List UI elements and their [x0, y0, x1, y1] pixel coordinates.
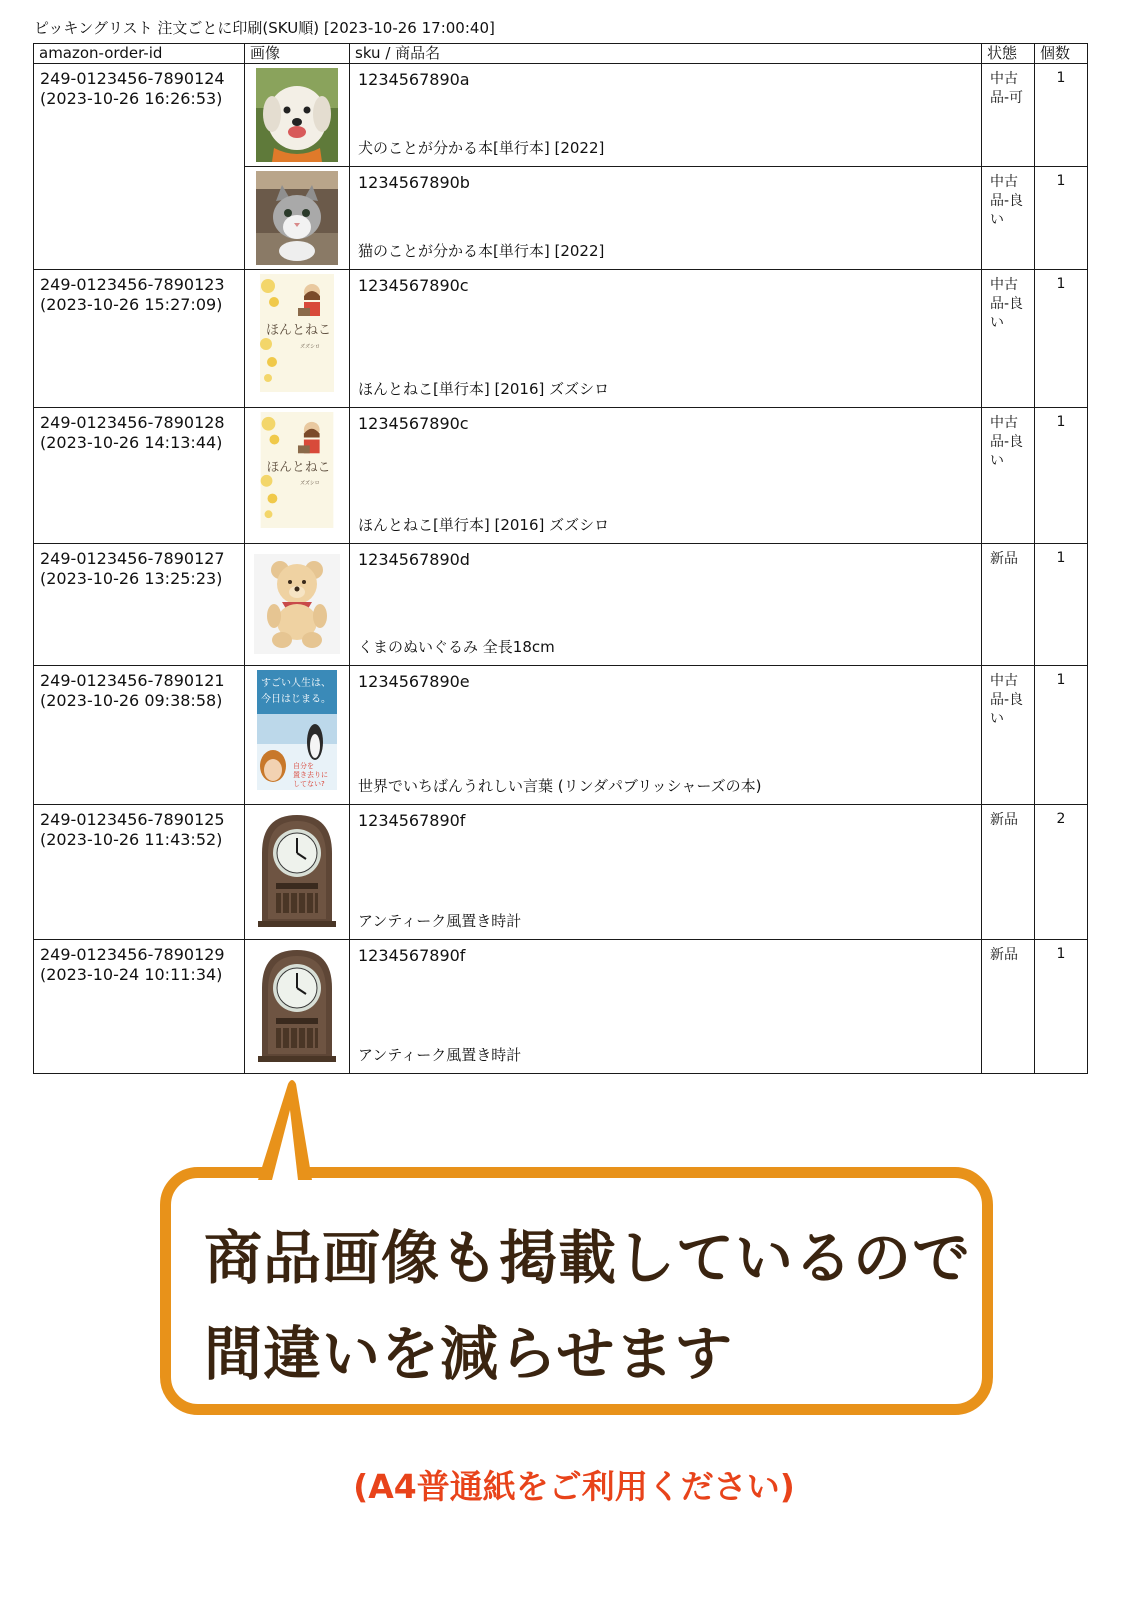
svg-text:すごい人生は、: すごい人生は、 — [261, 678, 331, 689]
product-name: 犬のことが分かる本[単行本] [2022] — [358, 139, 605, 157]
condition-cell: 中古品-良い — [982, 408, 1035, 544]
condition-cell: 中古品-良い — [982, 167, 1035, 270]
image-cell — [245, 270, 350, 408]
svg-text:ほんとねこ: ほんとねこ — [266, 459, 331, 475]
sku-code: 1234567890f — [358, 946, 466, 965]
quantity-cell: 1 — [1035, 64, 1088, 167]
product-name: アンティーク風置き時計 — [358, 912, 522, 930]
order-date: (2023-10-26 13:25:23) — [40, 569, 223, 588]
book-cover-hontoneko — [260, 274, 334, 392]
quantity-cell: 2 — [1035, 805, 1088, 940]
order-id: 249-0123456-7890127 — [40, 549, 225, 568]
callout-message — [204, 1210, 971, 1402]
table-row — [34, 666, 1088, 805]
order-cell — [34, 805, 245, 940]
teddy-bear-photo — [254, 554, 340, 654]
sku-cell — [350, 666, 982, 805]
condition-cell: 中古品-良い — [982, 666, 1035, 805]
quantity-cell: 1 — [1035, 270, 1088, 408]
image-cell — [245, 805, 350, 940]
order-id: 249-0123456-7890125 — [40, 810, 225, 829]
page-title: ピッキングリスト 注文ごとに印刷(SKU順) [2023-10-26 17:00:40] — [34, 19, 495, 37]
order-id: 249-0123456-7890128 — [40, 413, 225, 432]
cat-photo — [256, 171, 338, 265]
sku-code: 1234567890b — [358, 173, 470, 192]
sku-cell — [350, 805, 982, 940]
quantity-cell: 1 — [1035, 408, 1088, 544]
paper-size-note: (A4普通紙をご利用ください) — [353, 1467, 795, 1506]
condition-cell: 新品 — [982, 544, 1035, 666]
product-name: 猫のことが分かる本[単行本] [2022] — [358, 242, 605, 260]
column-header-image: 画像 — [245, 44, 350, 64]
sku-cell — [350, 64, 982, 167]
product-name: くまのぬいぐるみ 全長18cm — [358, 638, 555, 656]
svg-text:ほんとねこ: ほんとねこ — [266, 323, 332, 338]
picking-list-table — [33, 43, 1088, 1074]
svg-text:ズズシロ: ズズシロ — [299, 480, 320, 487]
order-date: (2023-10-26 15:27:09) — [40, 295, 223, 314]
order-date: (2023-10-24 10:11:34) — [40, 965, 223, 984]
dog-photo — [256, 68, 338, 162]
callout-line-1: 商品画像も掲載しているので — [204, 1224, 972, 1292]
order-id: 249-0123456-7890124 — [40, 69, 225, 88]
sku-code: 1234567890c — [358, 414, 469, 433]
clock-photo — [254, 946, 340, 1064]
quantity-cell: 1 — [1035, 544, 1088, 666]
product-name: ほんとねこ[単行本] [2016] ズズシロ — [358, 516, 610, 534]
condition-cell: 中古品-可 — [982, 64, 1035, 167]
product-name: アンティーク風置き時計 — [358, 1046, 522, 1064]
order-id: 249-0123456-7890129 — [40, 945, 225, 964]
sku-cell — [350, 940, 982, 1074]
condition-cell: 新品 — [982, 940, 1035, 1074]
table-row — [34, 270, 1088, 408]
order-cell — [34, 940, 245, 1074]
order-date: (2023-10-26 11:43:52) — [40, 830, 223, 849]
callout-tail-icon — [250, 1076, 320, 1180]
order-date: (2023-10-26 14:13:44) — [40, 433, 223, 452]
table-header-row — [34, 44, 1088, 64]
image-cell — [245, 544, 350, 666]
sku-code: 1234567890f — [358, 811, 466, 830]
column-header-sku: sku / 商品名 — [350, 44, 982, 64]
order-cell — [34, 544, 245, 666]
table-row — [34, 64, 1088, 167]
sku-code: 1234567890e — [358, 672, 470, 691]
product-name: 世界でいちばんうれしい言葉 (リンダパブリッシャーズの本) — [358, 777, 762, 795]
sku-code: 1234567890d — [358, 550, 470, 569]
order-date: (2023-10-26 09:38:58) — [40, 691, 223, 710]
order-cell — [34, 270, 245, 408]
sku-cell — [350, 408, 982, 544]
sku-cell — [350, 167, 982, 270]
image-cell — [245, 64, 350, 167]
product-name: ほんとねこ[単行本] [2016] ズズシロ — [358, 380, 610, 398]
condition-cell: 新品 — [982, 805, 1035, 940]
column-header-condition: 状態 — [982, 44, 1035, 64]
image-cell — [245, 666, 350, 805]
svg-text:ズズシロ: ズズシロ — [300, 344, 321, 350]
order-cell — [34, 666, 245, 805]
book-cover-sugoi — [257, 670, 337, 790]
table-row — [34, 408, 1088, 544]
sku-code: 1234567890c — [358, 276, 469, 295]
callout-line-2: 間違いを減らせます — [204, 1320, 734, 1388]
column-header-order-id: amazon-order-id — [34, 44, 245, 64]
image-cell — [245, 408, 350, 544]
quantity-cell: 1 — [1035, 167, 1088, 270]
condition-cell: 中古品-良い — [982, 270, 1035, 408]
order-cell — [34, 64, 245, 270]
sku-cell — [350, 544, 982, 666]
quantity-cell: 1 — [1035, 666, 1088, 805]
sku-cell — [350, 270, 982, 408]
svg-text:今日はじまる。: 今日はじまる。 — [261, 694, 331, 705]
table-row — [34, 940, 1088, 1074]
table-row — [34, 544, 1088, 666]
quantity-cell: 1 — [1035, 940, 1088, 1074]
order-id: 249-0123456-7890121 — [40, 671, 225, 690]
order-cell — [34, 408, 245, 544]
clock-photo — [254, 811, 340, 929]
column-header-quantity: 個数 — [1035, 44, 1088, 64]
svg-text:自分を: 自分を — [293, 762, 314, 770]
svg-text:置き去りに: 置き去りに — [293, 771, 328, 779]
table-row — [34, 805, 1088, 940]
book-cover-hontoneko — [260, 412, 334, 528]
image-cell — [245, 940, 350, 1074]
sku-code: 1234567890a — [358, 70, 470, 89]
order-date: (2023-10-26 16:26:53) — [40, 89, 223, 108]
svg-text:してない?: してない? — [293, 780, 325, 788]
image-cell — [245, 167, 350, 270]
order-id: 249-0123456-7890123 — [40, 275, 225, 294]
